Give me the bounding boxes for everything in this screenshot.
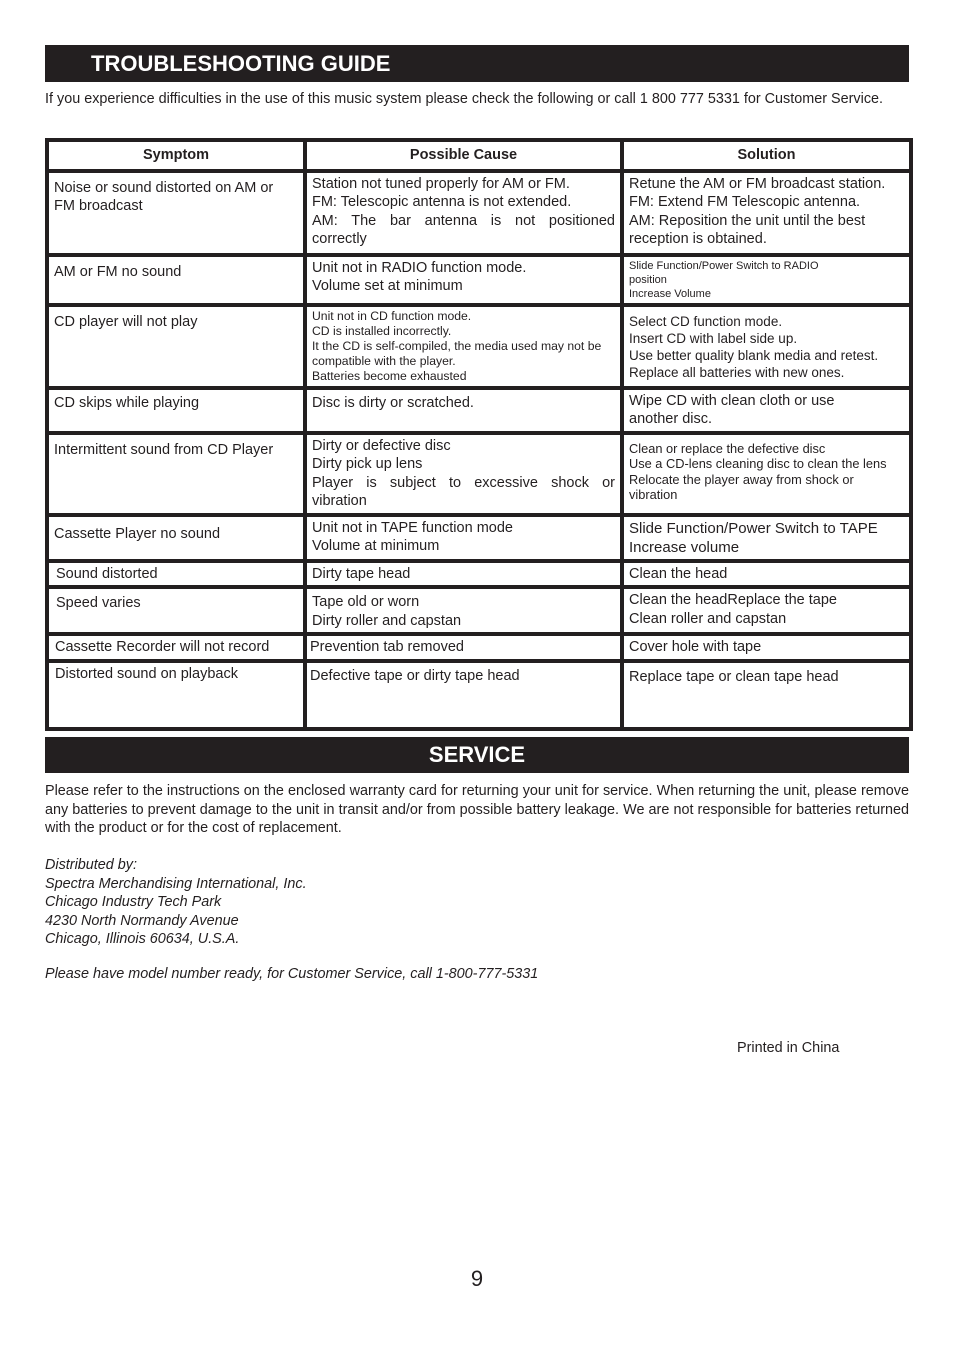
symptom-text: Cassette Recorder will not record xyxy=(55,639,270,655)
symptom-cell xyxy=(49,589,303,632)
table-row xyxy=(49,435,909,513)
cause-line: Dirty roller and capstan xyxy=(312,612,462,629)
solution-cell xyxy=(624,173,909,253)
symptom-text: Intermittent sound from CD Player xyxy=(54,441,274,458)
cause-line: CD is installed incorrectly. xyxy=(312,323,452,338)
cause-line: AM: The bar antenna is not positioned correctly xyxy=(312,212,615,247)
symptom-cell xyxy=(49,307,303,386)
solution-line: Insert CD with label side up. xyxy=(629,330,798,346)
cause-line: Station not tuned properly for AM or FM. xyxy=(312,175,570,192)
solution-cell xyxy=(624,435,909,513)
cause-cell xyxy=(307,563,620,586)
symptom-text: AM or FM no sound xyxy=(54,263,182,280)
symptom-cell xyxy=(49,173,303,253)
solution-line: Select CD function mode. xyxy=(629,313,783,329)
table-row xyxy=(49,563,909,586)
address-line: Spectra Merchandising International, Inc. xyxy=(45,875,307,892)
header-solution: Solution xyxy=(624,142,909,169)
solution-line: FM: Extend FM Telescopic antenna. xyxy=(629,194,861,210)
cause-cell xyxy=(307,307,620,386)
cause-line: Defective tape or dirty tape head xyxy=(310,667,520,684)
symptom-text: Speed varies xyxy=(56,595,141,611)
cause-line: Batteries become exhausted xyxy=(312,368,467,383)
solution-cell xyxy=(624,307,909,386)
solution-line: Clean or replace the defective disc xyxy=(629,440,826,456)
cause-line: Disc is dirty or scratched. xyxy=(312,394,474,411)
table-row xyxy=(49,636,909,659)
symptom-text: Sound distorted xyxy=(56,565,158,582)
page-number: 9 xyxy=(470,1266,484,1291)
symptom-text: Noise or sound distorted on AM or FM broadcast xyxy=(54,179,274,214)
cause-cell xyxy=(307,390,620,431)
cause-cell xyxy=(307,589,620,632)
solution-cell xyxy=(624,517,909,559)
solution-line: Clean the head xyxy=(629,565,728,582)
solution-line: Slide Function/Power Switch to TAPE xyxy=(629,519,878,537)
cause-line: Dirty or defective disc xyxy=(312,437,451,454)
symptom-cell xyxy=(49,390,303,431)
symptom-text: Distorted sound on playback xyxy=(55,665,238,682)
symptom-text: CD player will not play xyxy=(54,313,198,330)
solution-cell xyxy=(624,257,909,303)
symptom-cell xyxy=(49,636,303,659)
table-row xyxy=(49,589,909,632)
service-title: SERVICE xyxy=(45,737,909,773)
cause-line: Unit not in CD function mode. xyxy=(312,308,472,323)
cause-cell xyxy=(307,435,620,513)
printed-in-label: Printed in China xyxy=(737,1040,840,1056)
solution-line: Increase Volume xyxy=(629,287,711,300)
solution-line: Replace all batteries with new ones. xyxy=(629,364,845,380)
table-row xyxy=(49,663,909,727)
solution-line: Use better quality blank media and retest. xyxy=(629,347,879,363)
cause-line: It the CD is self-compiled, the media used may not be compatible with the player. xyxy=(312,338,602,368)
solution-line: Wipe CD with clean cloth or use another disc. xyxy=(629,392,835,427)
solution-line: Cover hole with tape xyxy=(629,639,762,655)
troubleshooting-table xyxy=(45,138,913,731)
solution-line: AM: Reposition the unit until the best reception is obtained. xyxy=(629,212,866,247)
service-paragraph: Please refer to the instructions on the enclosed warranty card for returning your unit for service. When returning the unit, please remove any batteries to prevent damage to the unit in transit and/or from possible battery leakage. We are not responsible for batteries returned with the product or for the cost of replacement. xyxy=(45,783,909,836)
solution-cell xyxy=(624,589,909,632)
table-header-row xyxy=(49,142,909,169)
table-row xyxy=(49,307,909,386)
table-row xyxy=(49,390,909,431)
solution-line: Clean the headReplace the tape xyxy=(629,592,837,608)
customer-service-note: Please have model number ready, for Customer Service, call 1-800-777-5331 xyxy=(45,966,539,982)
symptom-cell xyxy=(49,563,303,586)
solution-line: Increase volume xyxy=(629,538,740,556)
cause-line: Player is subject to excessive shock or vibration xyxy=(312,474,615,509)
cause-line: Volume at minimum xyxy=(312,538,440,554)
address-line: Distributed by: xyxy=(45,857,137,873)
cause-line: FM: Telescopic antenna is not extended. xyxy=(312,194,572,210)
symptom-cell xyxy=(49,663,303,727)
solution-cell xyxy=(624,663,909,727)
solution-cell xyxy=(624,390,909,431)
symptom-cell xyxy=(49,517,303,559)
solution-line: Use a CD-lens cleaning disc to clean the lens xyxy=(629,456,887,471)
cause-line: Dirty pick up lens xyxy=(312,456,423,472)
cause-cell xyxy=(307,663,620,727)
solution-line: Retune the AM or FM broadcast station. xyxy=(629,175,886,192)
table-row xyxy=(49,257,909,303)
symptom-cell xyxy=(49,435,303,513)
distributor-address xyxy=(45,856,307,949)
solution-line: Clean roller and capstan xyxy=(629,610,787,627)
solution-cell xyxy=(624,636,909,659)
symptom-text: CD skips while playing xyxy=(54,394,200,411)
solution-line: Replace tape or clean tape head xyxy=(629,668,839,685)
intro-paragraph: If you experience difficulties in the use of this music system please check the following or call 1 800 777 5331 for Customer Service. xyxy=(45,91,884,107)
solution-line: Relocate the player away from shock or vibration xyxy=(629,471,854,502)
cause-line: Unit not in TAPE function mode xyxy=(312,519,513,536)
table-row xyxy=(49,517,909,559)
address-line: 4230 North Normandy Avenue xyxy=(45,912,239,929)
cause-line: Volume set at minimum xyxy=(312,278,463,294)
solution-line: Slide Function/Power Switch to RADIO position xyxy=(629,259,819,286)
symptom-text: Cassette Player no sound xyxy=(54,525,221,542)
cause-line: Prevention tab removed xyxy=(310,639,464,655)
solution-cell xyxy=(624,563,909,586)
table-row xyxy=(49,173,909,253)
header-cause: Possible Cause xyxy=(307,142,620,169)
cause-cell xyxy=(307,517,620,559)
cause-cell xyxy=(307,257,620,303)
address-line: Chicago Industry Tech Park xyxy=(45,894,222,910)
troubleshooting-title: TROUBLESHOOTING GUIDE xyxy=(45,45,909,82)
symptom-cell xyxy=(49,257,303,303)
address-line: Chicago, Illinois 60634, U.S.A. xyxy=(45,931,240,947)
cause-line: Dirty tape head xyxy=(312,565,411,582)
cause-cell xyxy=(307,173,620,253)
header-symptom: Symptom xyxy=(49,142,303,169)
cause-line: Tape old or worn xyxy=(312,594,420,610)
cause-line: Unit not in RADIO function mode. xyxy=(312,259,527,276)
cause-cell xyxy=(307,636,620,659)
